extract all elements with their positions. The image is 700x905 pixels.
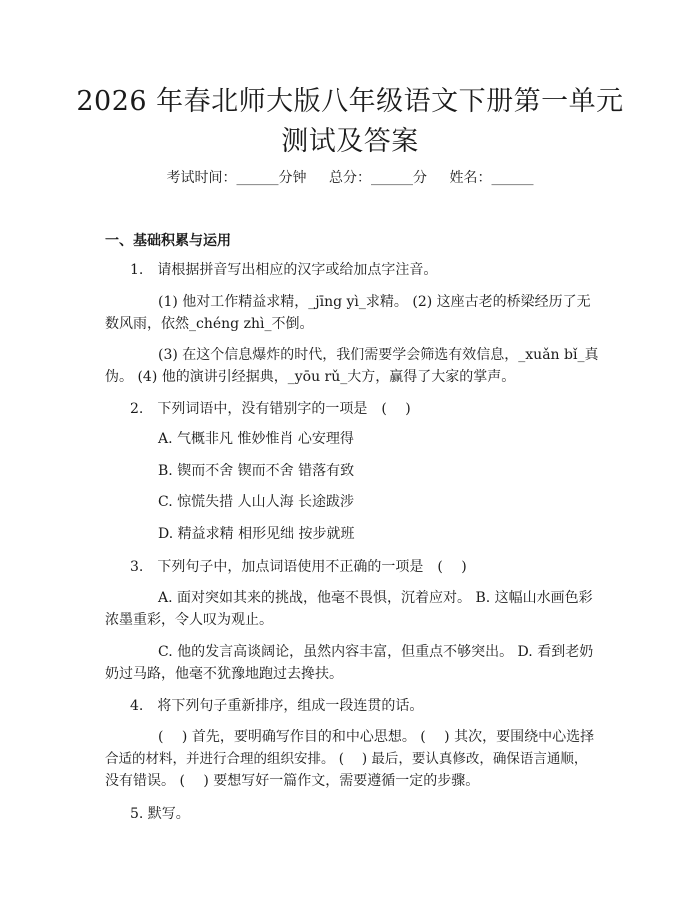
question-1-part1-line2: 数风雨，依然_chéng zhì_不倒。 [105, 316, 314, 332]
question-4-line2: 合适的材料，并进行合理的组织安排。 ( ) 最后，要认真修改，确保语言通顺， [105, 751, 588, 767]
question-3-part1-line2: 浓墨重彩，令人叹为观止。 [105, 612, 273, 628]
exam-info [0, 167, 700, 187]
question-2-option-c: C. 惊慌失措 人山人海 长途跋涉 [158, 494, 355, 510]
question-3-part1-line1: A. 面对突如其来的挑战，他毫不畏惧，沉着应对。 B. 这幅山水画色彩 [158, 590, 593, 606]
question-2-option-a: A. 气概非凡 惟妙惟肖 心安理得 [158, 431, 354, 447]
title-line-2: 测试及答案 [281, 126, 419, 157]
question-5-stem: 5. 默写。 [130, 806, 190, 822]
title-line-1: 2026 年春北师大版八年级语文下册第一单元 [76, 86, 624, 117]
question-1-stem: 1. 请根据拼音写出相应的汉字或给加点字注音。 [130, 262, 438, 278]
question-2-option-d: D. 精益求精 相形见绌 按步就班 [158, 526, 355, 542]
exam-time: 考试时间：______分钟 [166, 170, 307, 186]
question-3-part2-line1: C. 他的发言高谈阔论，虽然内容丰富，但重点不够突出。 D. 看到老奶 [158, 644, 594, 660]
question-4-line3: 没有错误。 ( ) 要想写好一篇作文，需要遵循一定的步骤。 [105, 773, 480, 789]
question-4-stem: 4. 将下列句子重新排序，组成一段连贯的话。 [130, 698, 424, 714]
question-4-line1: ( ) 首先，要明确写作目的和中心思想。 ( ) 其次，要围绕中心选择 [158, 729, 595, 745]
question-3-stem: 3. 下列句子中，加点词语使用不正确的一项是 ( ) [130, 559, 467, 575]
section-heading: 一、基础积累与运用 [105, 233, 231, 249]
question-2-stem: 2. 下列词语中，没有错别字的一项是 ( ) [130, 401, 411, 417]
question-3-part2-line2: 奶过马路，他毫不犹豫地跑过去搀扶。 [105, 666, 343, 682]
exam-name: 姓名：______ [449, 170, 534, 186]
question-1-part2-line1: (3) 在这个信息爆炸的时代，我们需要学会筛选有效信息，_xuǎn bǐ_真 [158, 347, 599, 363]
exam-score: 总分：______分 [329, 170, 427, 186]
question-1-part1-line1: (1) 他对工作精益求精，_jīng yì_求精。 (2) 这座古老的桥梁经历了无 [158, 294, 591, 310]
question-1-part2-line2: 伪。 (4) 他的演讲引经据典，_yōu rǔ_大方，赢得了大家的掌声。 [105, 369, 516, 385]
document-title [60, 82, 640, 162]
question-2-option-b: B. 锲而不舍 锲而不舍 错落有致 [158, 463, 355, 479]
